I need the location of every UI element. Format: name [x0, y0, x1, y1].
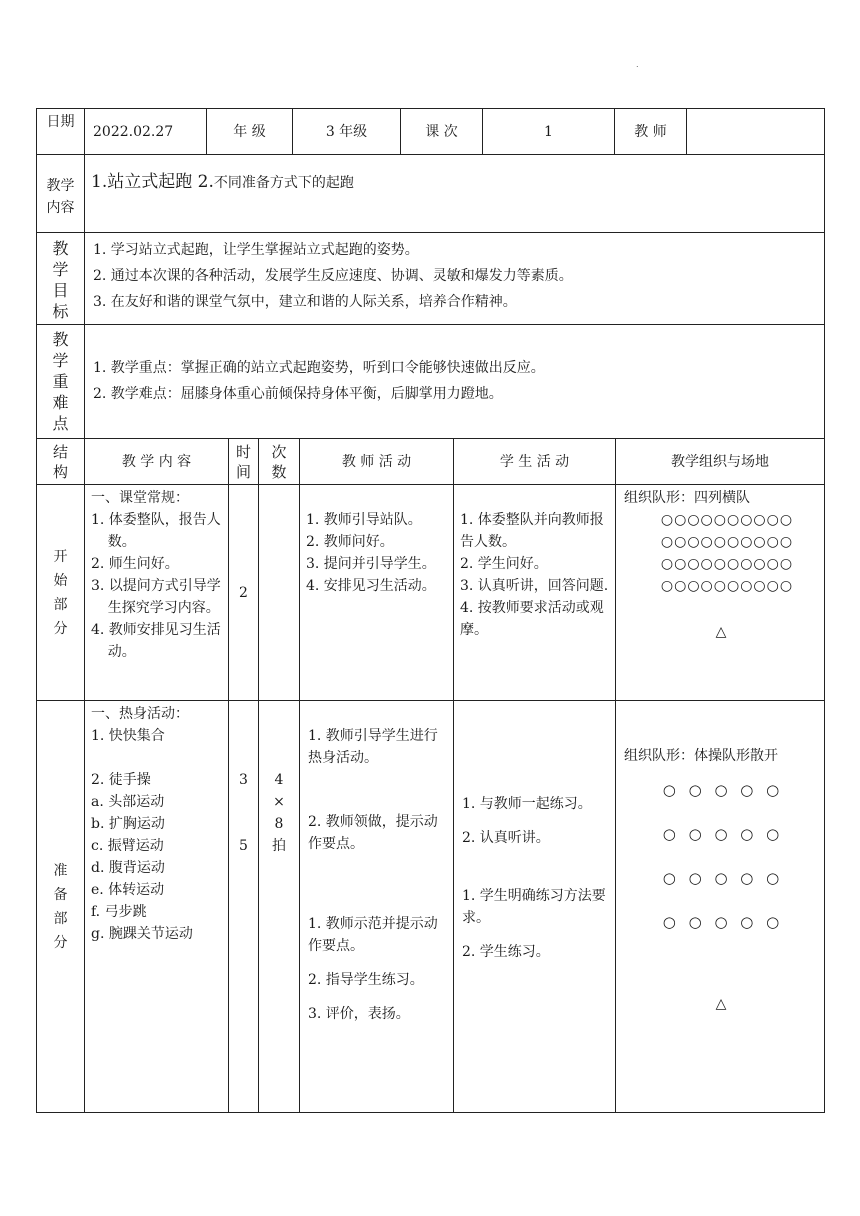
formation-row: ○ ○ ○ ○ ○: [662, 869, 780, 887]
col-content: 教 学 内 容: [85, 439, 229, 485]
formation-row: ○○○○○○○○○○: [660, 534, 794, 550]
start-label: 开 始 部 分: [37, 485, 85, 701]
prep-count: 4 × 8 拍: [259, 701, 300, 1113]
teacher-position-triangle: △: [715, 996, 727, 1012]
list-item: 1. 体委整队并向教师报告人数。: [460, 512, 604, 550]
list-item: 1. 教师引导站队。: [306, 512, 422, 528]
list-item: 2. 学生练习。: [462, 944, 550, 960]
lesson-value: 1: [483, 109, 615, 155]
teacher-value: [687, 109, 825, 155]
grade-value: 3 年级: [293, 109, 401, 155]
formation-row: ○○○○○○○○○○: [660, 578, 794, 594]
list-item: 2. 教师领做，提示动作要点。: [308, 814, 438, 852]
start-organization: [616, 485, 825, 701]
content-label: 教学 内容: [37, 155, 85, 233]
prep-section-row: [37, 701, 825, 1113]
prep-student-activity: [454, 701, 616, 1113]
list-item: 一、课堂常规：: [91, 490, 189, 506]
content-text: [85, 155, 825, 233]
grade-label: 年 级: [207, 109, 293, 155]
list-item: 1. 快快集合: [91, 728, 165, 744]
formation-row: ○○○○○○○○○○: [660, 512, 794, 528]
start-section-row: [37, 485, 825, 701]
list-item: e. 体转运动: [91, 882, 165, 898]
keypoints-list: [85, 325, 825, 439]
list-item: 2. 徒手操: [91, 772, 151, 788]
prep-label: 准 备 部 分: [37, 701, 85, 1113]
list-item: g. 腕踝关节运动: [91, 926, 193, 942]
col-time: 时 间: [229, 439, 259, 485]
goal-item: 1. 学习站立式起跑，让学生掌握站立式起跑的姿势。: [93, 242, 419, 258]
start-count: [259, 485, 300, 701]
col-count: 次 数: [259, 439, 300, 485]
list-item: a. 头部运动: [91, 794, 165, 810]
header-row: [36, 108, 825, 155]
list-item: 1. 体委整队，报告人数。: [91, 512, 221, 550]
keypoints-row: [36, 324, 825, 439]
list-item: 4. 教师安排见习生活动。: [91, 622, 221, 660]
col-teacher: 教 师 活 动: [300, 439, 454, 485]
prep-teacher-activity: [300, 701, 454, 1113]
list-item: 3. 提问并引导学生。: [306, 556, 436, 572]
list-item: 4. 安排见习生活动。: [306, 578, 436, 594]
column-header-row: [37, 439, 825, 485]
goal-item: 3. 在友好和谐的课堂气氛中，建立和谐的人际关系，培养合作精神。: [93, 294, 517, 310]
list-item: b. 扩胸运动: [91, 816, 165, 832]
start-student-activity: [454, 485, 616, 701]
date-label: 日期: [37, 109, 85, 155]
list-item: d. 腹背运动: [91, 860, 165, 876]
content-row: [36, 154, 825, 233]
date-value: 2022.02.27: [85, 109, 207, 155]
list-item: 2. 认真听讲。: [462, 830, 550, 846]
teacher-label: 教 师: [615, 109, 687, 155]
col-org: 教学组织与场地: [616, 439, 825, 485]
start-time: 2: [229, 485, 259, 701]
content-text-main: 1.站立式起跑 2.: [91, 172, 214, 192]
list-item: 2. 教师问好。: [306, 534, 394, 550]
prep-time: 3 5: [229, 701, 259, 1113]
list-item: 3. 认真听讲，回答问题.: [460, 578, 609, 594]
list-item: f. 弓步跳: [91, 904, 147, 920]
org-title: 组织队形：四列横队: [624, 490, 750, 506]
col-structure: 结 构: [37, 439, 85, 485]
list-item: 2. 指导学生练习。: [308, 972, 424, 988]
list-item: 2. 学生问好。: [460, 556, 548, 572]
page-mark: .: [636, 60, 639, 69]
formation-row: ○○○○○○○○○○: [660, 556, 794, 572]
start-content: [85, 485, 229, 701]
list-item: 2. 师生问好。: [91, 556, 179, 572]
org-title: 组织队形：体操队形散开: [624, 748, 778, 764]
list-item: 1. 教师示范并提示动作要点。: [308, 916, 438, 954]
goals-row: [36, 232, 825, 325]
formation-row: ○ ○ ○ ○ ○: [662, 781, 780, 799]
formation-row: ○ ○ ○ ○ ○: [662, 825, 780, 843]
prep-content: [85, 701, 229, 1113]
list-item: 一、热身活动：: [91, 706, 189, 722]
goal-item: 2. 通过本次课的各种活动，发展学生反应速度、协调、灵敏和爆发力等素质。: [93, 268, 573, 284]
goals-label: 教 学 目 标: [37, 233, 85, 325]
col-student: 学 生 活 动: [454, 439, 616, 485]
list-item: 4. 按教师要求活动或观摩。: [460, 600, 604, 638]
list-item: c. 振臂运动: [91, 838, 164, 854]
plan-table: [36, 438, 825, 1113]
content-text-sub: 不同准备方式下的起跑: [213, 175, 354, 191]
list-item: 1. 学生明确练习方法要求。: [462, 888, 606, 926]
teacher-position-triangle: △: [715, 624, 727, 640]
keypoint-item: 2. 教学难点：屈膝身体重心前倾保持身体平衡，后脚掌用力蹬地。: [93, 386, 503, 402]
list-item: 3. 以提问方式引导学生探究学习内容。: [91, 578, 221, 616]
start-teacher-activity: [300, 485, 454, 701]
keypoints-label: 教 学 重 难 点: [37, 325, 85, 439]
lesson-label: 课 次: [401, 109, 483, 155]
goals-list: [85, 233, 825, 325]
list-item: 3. 评价，表扬。: [308, 1006, 410, 1022]
list-item: 1. 教师引导学生进行热身活动。: [308, 728, 438, 766]
keypoint-item: 1. 教学重点：掌握正确的站立式起跑姿势，听到口令能够快速做出反应。: [93, 360, 545, 376]
list-item: 1. 与教师一起练习。: [462, 796, 592, 812]
formation-row: ○ ○ ○ ○ ○: [662, 913, 780, 931]
prep-organization: [616, 701, 825, 1113]
lesson-plan-table: [36, 108, 824, 1113]
